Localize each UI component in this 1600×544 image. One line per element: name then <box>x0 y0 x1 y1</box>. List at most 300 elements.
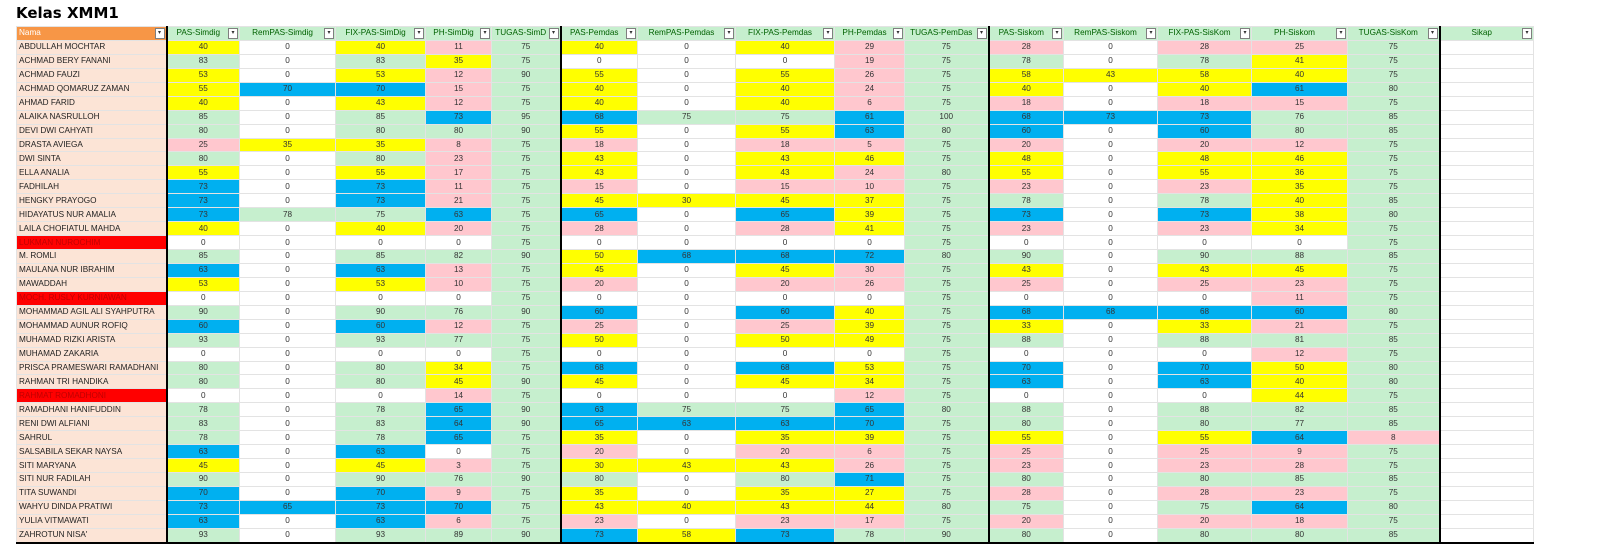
cell-ph-pemdas[interactable]: 70 <box>835 417 905 431</box>
cell-pas-simdig[interactable]: 40 <box>167 222 240 236</box>
cell-rempas-siskom[interactable]: 0 <box>1064 152 1158 166</box>
cell-pas-pemdas[interactable]: 35 <box>561 431 638 445</box>
cell-ph-simdig[interactable]: 0 <box>426 291 492 305</box>
cell-fix-pas-pemdas[interactable]: 40 <box>736 82 835 96</box>
cell-rempas-pemdas[interactable]: 0 <box>638 319 736 333</box>
cell-fix-pas-siskom[interactable]: 75 <box>1158 500 1252 514</box>
cell-ph-siskom[interactable]: 88 <box>1252 250 1348 264</box>
cell-sikap[interactable] <box>1440 473 1534 487</box>
cell-pas-pemdas[interactable]: 30 <box>561 459 638 473</box>
student-name-cell[interactable]: SITI MARYANA <box>17 459 167 473</box>
cell-ph-siskom[interactable]: 40 <box>1252 68 1348 82</box>
cell-ph-siskom[interactable]: 28 <box>1252 459 1348 473</box>
cell-ph-simdig[interactable]: 64 <box>426 417 492 431</box>
cell-tugas-siskom[interactable]: 75 <box>1348 347 1440 361</box>
cell-sikap[interactable] <box>1440 347 1534 361</box>
cell-rempas-simdig[interactable]: 0 <box>240 236 336 250</box>
cell-pas-simdig[interactable]: 55 <box>167 82 240 96</box>
cell-fix-pas-siskom[interactable]: 70 <box>1158 361 1252 375</box>
cell-ph-pemdas[interactable]: 71 <box>835 473 905 487</box>
cell-pas-siskom[interactable]: 0 <box>989 236 1064 250</box>
cell-sikap[interactable] <box>1440 277 1534 291</box>
cell-sikap[interactable] <box>1440 263 1534 277</box>
cell-tugas-simd[interactable]: 75 <box>492 166 561 180</box>
cell-tugas-simd[interactable]: 75 <box>492 347 561 361</box>
cell-pas-siskom[interactable]: 63 <box>989 375 1064 389</box>
cell-pas-simdig[interactable]: 93 <box>167 333 240 347</box>
cell-tugas-simd[interactable]: 90 <box>492 68 561 82</box>
cell-tugas-pemdas[interactable]: 75 <box>905 389 989 403</box>
cell-rempas-simdig[interactable]: 0 <box>240 431 336 445</box>
filter-dropdown-icon[interactable]: ▾ <box>977 28 987 39</box>
student-name-cell[interactable]: MAWADDAH <box>17 277 167 291</box>
cell-fix-pas-pemdas[interactable]: 0 <box>736 389 835 403</box>
cell-tugas-pemdas[interactable]: 75 <box>905 82 989 96</box>
cell-rempas-simdig[interactable]: 0 <box>240 250 336 264</box>
cell-fix-pas-siskom[interactable]: 73 <box>1158 208 1252 222</box>
cell-rempas-pemdas[interactable]: 0 <box>638 236 736 250</box>
cell-fix-pas-siskom[interactable]: 0 <box>1158 236 1252 250</box>
cell-rempas-siskom[interactable]: 0 <box>1064 263 1158 277</box>
cell-ph-siskom[interactable]: 76 <box>1252 110 1348 124</box>
cell-tugas-siskom[interactable]: 75 <box>1348 236 1440 250</box>
cell-rempas-siskom[interactable]: 0 <box>1064 403 1158 417</box>
cell-tugas-pemdas[interactable]: 80 <box>905 124 989 138</box>
student-name-cell[interactable]: RENI DWI ALFIANI <box>17 417 167 431</box>
cell-rempas-siskom[interactable]: 0 <box>1064 40 1158 54</box>
cell-rempas-siskom[interactable]: 0 <box>1064 473 1158 487</box>
cell-tugas-pemdas[interactable]: 75 <box>905 40 989 54</box>
cell-pas-pemdas[interactable]: 0 <box>561 54 638 68</box>
cell-fix-pas-simdig[interactable]: 55 <box>336 166 426 180</box>
cell-ph-siskom[interactable]: 9 <box>1252 445 1348 459</box>
cell-rempas-simdig[interactable]: 0 <box>240 152 336 166</box>
cell-pas-pemdas[interactable]: 65 <box>561 417 638 431</box>
cell-fix-pas-simdig[interactable]: 70 <box>336 82 426 96</box>
cell-sikap[interactable] <box>1440 486 1534 500</box>
cell-ph-simdig[interactable]: 0 <box>426 445 492 459</box>
cell-rempas-pemdas[interactable]: 0 <box>638 208 736 222</box>
col-header-fix-pas-siskom[interactable] <box>1158 27 1252 41</box>
student-name-cell[interactable]: TITA SUWANDI <box>17 486 167 500</box>
cell-tugas-pemdas[interactable]: 75 <box>905 152 989 166</box>
cell-fix-pas-siskom[interactable]: 20 <box>1158 514 1252 528</box>
cell-rempas-siskom[interactable]: 0 <box>1064 138 1158 152</box>
cell-rempas-siskom[interactable]: 0 <box>1064 445 1158 459</box>
cell-rempas-simdig[interactable]: 0 <box>240 459 336 473</box>
cell-fix-pas-simdig[interactable]: 85 <box>336 110 426 124</box>
cell-rempas-simdig[interactable]: 0 <box>240 445 336 459</box>
filter-dropdown-icon[interactable]: ▾ <box>1052 28 1062 39</box>
student-name-cell[interactable]: ABDULLAH MOCHTAR <box>17 40 167 54</box>
cell-ph-siskom[interactable]: 12 <box>1252 138 1348 152</box>
cell-pas-pemdas[interactable]: 60 <box>561 305 638 319</box>
cell-fix-pas-pemdas[interactable]: 80 <box>736 473 835 487</box>
cell-ph-simdig[interactable]: 23 <box>426 152 492 166</box>
cell-sikap[interactable] <box>1440 319 1534 333</box>
cell-pas-siskom[interactable]: 58 <box>989 68 1064 82</box>
cell-pas-pemdas[interactable]: 35 <box>561 486 638 500</box>
cell-ph-siskom[interactable]: 77 <box>1252 417 1348 431</box>
cell-ph-pemdas[interactable]: 44 <box>835 500 905 514</box>
cell-fix-pas-pemdas[interactable]: 50 <box>736 333 835 347</box>
cell-pas-siskom[interactable]: 48 <box>989 152 1064 166</box>
filter-dropdown-icon[interactable]: ▾ <box>480 28 490 39</box>
cell-ph-simdig[interactable]: 34 <box>426 361 492 375</box>
cell-rempas-simdig[interactable]: 0 <box>240 528 336 542</box>
cell-tugas-pemdas[interactable]: 75 <box>905 319 989 333</box>
cell-rempas-simdig[interactable]: 0 <box>240 291 336 305</box>
cell-tugas-siskom[interactable]: 80 <box>1348 361 1440 375</box>
cell-rempas-simdig[interactable]: 0 <box>240 417 336 431</box>
cell-fix-pas-pemdas[interactable]: 45 <box>736 263 835 277</box>
filter-dropdown-icon[interactable]: ▾ <box>1522 28 1532 39</box>
cell-fix-pas-siskom[interactable]: 23 <box>1158 459 1252 473</box>
cell-tugas-siskom[interactable]: 85 <box>1348 250 1440 264</box>
cell-tugas-simd[interactable]: 75 <box>492 459 561 473</box>
student-name-cell[interactable]: RAMADHANI HANIFUDDIN <box>17 403 167 417</box>
cell-fix-pas-pemdas[interactable]: 0 <box>736 291 835 305</box>
cell-pas-pemdas[interactable]: 50 <box>561 250 638 264</box>
filter-dropdown-icon[interactable]: ▾ <box>1240 28 1250 39</box>
cell-sikap[interactable] <box>1440 222 1534 236</box>
cell-rempas-pemdas[interactable]: 0 <box>638 124 736 138</box>
cell-ph-pemdas[interactable]: 53 <box>835 361 905 375</box>
cell-tugas-siskom[interactable]: 75 <box>1348 514 1440 528</box>
cell-rempas-pemdas[interactable]: 0 <box>638 222 736 236</box>
cell-pas-siskom[interactable]: 23 <box>989 180 1064 194</box>
cell-ph-siskom[interactable]: 15 <box>1252 96 1348 110</box>
cell-fix-pas-pemdas[interactable]: 20 <box>736 445 835 459</box>
cell-fix-pas-simdig[interactable]: 0 <box>336 347 426 361</box>
cell-rempas-pemdas[interactable]: 0 <box>638 347 736 361</box>
cell-pas-simdig[interactable]: 80 <box>167 124 240 138</box>
cell-fix-pas-simdig[interactable]: 78 <box>336 403 426 417</box>
student-name-cell[interactable]: MOHAMMAD AGIL ALI SYAHPUTRA <box>17 305 167 319</box>
student-name-cell[interactable]: HENGKY PRAYOGO <box>17 194 167 208</box>
cell-tugas-pemdas[interactable]: 75 <box>905 473 989 487</box>
cell-pas-siskom[interactable]: 68 <box>989 110 1064 124</box>
cell-rempas-pemdas[interactable]: 0 <box>638 514 736 528</box>
cell-fix-pas-pemdas[interactable]: 35 <box>736 431 835 445</box>
cell-tugas-siskom[interactable]: 75 <box>1348 180 1440 194</box>
cell-ph-siskom[interactable]: 81 <box>1252 333 1348 347</box>
cell-fix-pas-siskom[interactable]: 0 <box>1158 389 1252 403</box>
cell-fix-pas-simdig[interactable]: 45 <box>336 459 426 473</box>
cell-fix-pas-simdig[interactable]: 73 <box>336 180 426 194</box>
cell-fix-pas-siskom[interactable]: 25 <box>1158 277 1252 291</box>
cell-tugas-simd[interactable]: 90 <box>492 403 561 417</box>
cell-rempas-siskom[interactable]: 0 <box>1064 250 1158 264</box>
cell-tugas-simd[interactable]: 75 <box>492 40 561 54</box>
cell-tugas-simd[interactable]: 75 <box>492 333 561 347</box>
cell-tugas-siskom[interactable]: 85 <box>1348 124 1440 138</box>
cell-pas-siskom[interactable]: 75 <box>989 500 1064 514</box>
cell-pas-simdig[interactable]: 73 <box>167 194 240 208</box>
cell-fix-pas-pemdas[interactable]: 75 <box>736 110 835 124</box>
cell-tugas-siskom[interactable]: 85 <box>1348 528 1440 542</box>
cell-tugas-siskom[interactable]: 80 <box>1348 305 1440 319</box>
cell-fix-pas-pemdas[interactable]: 40 <box>736 40 835 54</box>
cell-rempas-siskom[interactable]: 73 <box>1064 110 1158 124</box>
cell-ph-siskom[interactable]: 18 <box>1252 514 1348 528</box>
cell-sikap[interactable] <box>1440 528 1534 542</box>
cell-fix-pas-simdig[interactable]: 73 <box>336 194 426 208</box>
cell-ph-pemdas[interactable]: 27 <box>835 486 905 500</box>
cell-ph-simdig[interactable]: 11 <box>426 40 492 54</box>
cell-pas-siskom[interactable]: 33 <box>989 319 1064 333</box>
cell-tugas-pemdas[interactable]: 75 <box>905 333 989 347</box>
cell-fix-pas-simdig[interactable]: 63 <box>336 445 426 459</box>
cell-sikap[interactable] <box>1440 333 1534 347</box>
cell-ph-simdig[interactable]: 73 <box>426 110 492 124</box>
cell-ph-simdig[interactable]: 17 <box>426 166 492 180</box>
cell-rempas-simdig[interactable]: 0 <box>240 96 336 110</box>
cell-ph-siskom[interactable]: 40 <box>1252 194 1348 208</box>
filter-dropdown-icon[interactable]: ▾ <box>1428 28 1438 39</box>
student-name-cell[interactable]: MAULANA NUR IBRAHIM <box>17 263 167 277</box>
cell-tugas-simd[interactable]: 75 <box>492 208 561 222</box>
cell-sikap[interactable] <box>1440 500 1534 514</box>
cell-pas-pemdas[interactable]: 18 <box>561 138 638 152</box>
cell-pas-siskom[interactable]: 78 <box>989 54 1064 68</box>
cell-tugas-simd[interactable]: 90 <box>492 528 561 542</box>
cell-pas-simdig[interactable]: 78 <box>167 403 240 417</box>
student-name-cell[interactable]: AHMAD FARID <box>17 96 167 110</box>
col-header-tugas-siskom[interactable] <box>1348 27 1440 41</box>
cell-fix-pas-simdig[interactable]: 0 <box>336 236 426 250</box>
cell-ph-pemdas[interactable]: 5 <box>835 138 905 152</box>
cell-pas-simdig[interactable]: 78 <box>167 431 240 445</box>
cell-fix-pas-siskom[interactable]: 88 <box>1158 403 1252 417</box>
cell-pas-simdig[interactable]: 63 <box>167 514 240 528</box>
student-name-cell[interactable]: MOHAMMAD AUNUR ROFIQ <box>17 319 167 333</box>
cell-pas-siskom[interactable]: 0 <box>989 291 1064 305</box>
cell-ph-pemdas[interactable]: 30 <box>835 263 905 277</box>
student-name-cell[interactable]: ELLA ANALIA <box>17 166 167 180</box>
student-name-cell[interactable]: MUHAMAD ZAKARIA <box>17 347 167 361</box>
cell-pas-pemdas[interactable]: 40 <box>561 40 638 54</box>
cell-ph-pemdas[interactable]: 34 <box>835 375 905 389</box>
filter-dropdown-icon[interactable]: ▾ <box>414 28 424 39</box>
cell-tugas-pemdas[interactable]: 75 <box>905 222 989 236</box>
cell-tugas-pemdas[interactable]: 75 <box>905 208 989 222</box>
cell-pas-siskom[interactable]: 18 <box>989 96 1064 110</box>
cell-fix-pas-pemdas[interactable]: 43 <box>736 459 835 473</box>
cell-tugas-pemdas[interactable]: 80 <box>905 166 989 180</box>
filter-dropdown-icon[interactable]: ▾ <box>1336 28 1346 39</box>
cell-rempas-simdig[interactable]: 0 <box>240 180 336 194</box>
cell-rempas-pemdas[interactable]: 0 <box>638 361 736 375</box>
cell-ph-simdig[interactable]: 12 <box>426 319 492 333</box>
cell-tugas-simd[interactable]: 75 <box>492 263 561 277</box>
cell-tugas-siskom[interactable]: 75 <box>1348 277 1440 291</box>
cell-pas-pemdas[interactable]: 45 <box>561 375 638 389</box>
col-header-fix-pas-pemdas[interactable] <box>736 27 835 41</box>
cell-ph-siskom[interactable]: 50 <box>1252 361 1348 375</box>
cell-rempas-pemdas[interactable]: 0 <box>638 82 736 96</box>
student-name-cell[interactable]: LAILA CHOFIATUL MAHDA <box>17 222 167 236</box>
cell-ph-simdig[interactable]: 20 <box>426 222 492 236</box>
cell-tugas-pemdas[interactable]: 75 <box>905 236 989 250</box>
cell-ph-simdig[interactable]: 14 <box>426 389 492 403</box>
cell-rempas-simdig[interactable]: 0 <box>240 68 336 82</box>
cell-tugas-siskom[interactable]: 85 <box>1348 110 1440 124</box>
cell-tugas-pemdas[interactable]: 80 <box>905 403 989 417</box>
cell-tugas-siskom[interactable]: 75 <box>1348 152 1440 166</box>
cell-ph-siskom[interactable]: 35 <box>1252 180 1348 194</box>
cell-fix-pas-pemdas[interactable]: 45 <box>736 375 835 389</box>
cell-ph-siskom[interactable]: 23 <box>1252 277 1348 291</box>
cell-tugas-simd[interactable]: 75 <box>492 445 561 459</box>
cell-pas-pemdas[interactable]: 40 <box>561 82 638 96</box>
cell-rempas-pemdas[interactable]: 68 <box>638 250 736 264</box>
cell-pas-simdig[interactable]: 73 <box>167 500 240 514</box>
cell-tugas-siskom[interactable]: 75 <box>1348 222 1440 236</box>
cell-sikap[interactable] <box>1440 250 1534 264</box>
cell-ph-siskom[interactable]: 82 <box>1252 403 1348 417</box>
cell-pas-siskom[interactable]: 28 <box>989 40 1064 54</box>
cell-tugas-simd[interactable]: 75 <box>492 138 561 152</box>
cell-pas-simdig[interactable]: 93 <box>167 528 240 542</box>
cell-pas-pemdas[interactable]: 63 <box>561 403 638 417</box>
cell-sikap[interactable] <box>1440 40 1534 54</box>
cell-sikap[interactable] <box>1440 124 1534 138</box>
cell-rempas-pemdas[interactable]: 0 <box>638 486 736 500</box>
cell-ph-siskom[interactable]: 25 <box>1252 40 1348 54</box>
cell-ph-simdig[interactable]: 15 <box>426 82 492 96</box>
cell-tugas-siskom[interactable]: 75 <box>1348 166 1440 180</box>
cell-pas-siskom[interactable]: 73 <box>989 208 1064 222</box>
cell-tugas-pemdas[interactable]: 75 <box>905 361 989 375</box>
cell-fix-pas-pemdas[interactable]: 55 <box>736 68 835 82</box>
cell-rempas-pemdas[interactable]: 40 <box>638 500 736 514</box>
cell-pas-simdig[interactable]: 63 <box>167 263 240 277</box>
cell-sikap[interactable] <box>1440 459 1534 473</box>
cell-ph-pemdas[interactable]: 40 <box>835 305 905 319</box>
cell-tugas-siskom[interactable]: 75 <box>1348 389 1440 403</box>
cell-rempas-siskom[interactable]: 0 <box>1064 389 1158 403</box>
cell-ph-simdig[interactable]: 89 <box>426 528 492 542</box>
cell-rempas-pemdas[interactable]: 0 <box>638 152 736 166</box>
cell-tugas-siskom[interactable]: 75 <box>1348 40 1440 54</box>
cell-tugas-pemdas[interactable]: 75 <box>905 68 989 82</box>
cell-ph-simdig[interactable]: 21 <box>426 194 492 208</box>
cell-pas-simdig[interactable]: 0 <box>167 347 240 361</box>
cell-rempas-siskom[interactable]: 0 <box>1064 54 1158 68</box>
cell-rempas-siskom[interactable]: 0 <box>1064 431 1158 445</box>
cell-fix-pas-siskom[interactable]: 73 <box>1158 110 1252 124</box>
cell-rempas-simdig[interactable]: 0 <box>240 54 336 68</box>
cell-fix-pas-pemdas[interactable]: 18 <box>736 138 835 152</box>
cell-tugas-siskom[interactable]: 75 <box>1348 68 1440 82</box>
cell-pas-pemdas[interactable]: 0 <box>561 347 638 361</box>
cell-ph-siskom[interactable]: 64 <box>1252 431 1348 445</box>
cell-ph-siskom[interactable]: 12 <box>1252 347 1348 361</box>
cell-tugas-simd[interactable]: 90 <box>492 473 561 487</box>
cell-ph-siskom[interactable]: 36 <box>1252 166 1348 180</box>
cell-rempas-simdig[interactable]: 0 <box>240 263 336 277</box>
cell-rempas-simdig[interactable]: 0 <box>240 40 336 54</box>
cell-ph-pemdas[interactable]: 39 <box>835 431 905 445</box>
cell-tugas-simd[interactable]: 75 <box>492 236 561 250</box>
cell-tugas-pemdas[interactable]: 80 <box>905 500 989 514</box>
cell-tugas-pemdas[interactable]: 75 <box>905 431 989 445</box>
cell-ph-simdig[interactable]: 76 <box>426 305 492 319</box>
col-header-pas-siskom[interactable] <box>989 27 1064 41</box>
student-name-cell[interactable]: ACHMAD QOMARUZ ZAMAN <box>17 82 167 96</box>
cell-tugas-siskom[interactable]: 75 <box>1348 319 1440 333</box>
cell-tugas-pemdas[interactable]: 75 <box>905 291 989 305</box>
cell-tugas-siskom[interactable]: 75 <box>1348 263 1440 277</box>
cell-ph-simdig[interactable]: 9 <box>426 486 492 500</box>
col-header-rempas-simdig[interactable] <box>240 27 336 41</box>
student-name-cell[interactable]: SAHRUL <box>17 431 167 445</box>
cell-tugas-simd[interactable]: 75 <box>492 194 561 208</box>
cell-tugas-pemdas[interactable]: 75 <box>905 305 989 319</box>
cell-rempas-siskom[interactable]: 0 <box>1064 417 1158 431</box>
cell-ph-siskom[interactable]: 0 <box>1252 236 1348 250</box>
cell-ph-simdig[interactable]: 82 <box>426 250 492 264</box>
cell-ph-siskom[interactable]: 44 <box>1252 389 1348 403</box>
student-name-cell[interactable]: YULIA VITMAWATI <box>17 514 167 528</box>
cell-rempas-simdig[interactable]: 0 <box>240 361 336 375</box>
cell-sikap[interactable] <box>1440 417 1534 431</box>
cell-rempas-siskom[interactable]: 0 <box>1064 486 1158 500</box>
cell-ph-pemdas[interactable]: 6 <box>835 96 905 110</box>
cell-pas-pemdas[interactable]: 55 <box>561 68 638 82</box>
cell-sikap[interactable] <box>1440 96 1534 110</box>
student-name-cell[interactable]: WAHYU DINDA PRATIWI <box>17 500 167 514</box>
cell-ph-siskom[interactable]: 21 <box>1252 319 1348 333</box>
cell-rempas-siskom[interactable]: 0 <box>1064 180 1158 194</box>
cell-pas-pemdas[interactable]: 65 <box>561 208 638 222</box>
cell-fix-pas-pemdas[interactable]: 35 <box>736 486 835 500</box>
cell-pas-pemdas[interactable]: 43 <box>561 152 638 166</box>
cell-pas-pemdas[interactable]: 43 <box>561 500 638 514</box>
cell-tugas-siskom[interactable]: 85 <box>1348 417 1440 431</box>
cell-fix-pas-simdig[interactable]: 93 <box>336 333 426 347</box>
cell-fix-pas-simdig[interactable]: 78 <box>336 431 426 445</box>
cell-ph-pemdas[interactable]: 26 <box>835 459 905 473</box>
cell-fix-pas-simdig[interactable]: 83 <box>336 54 426 68</box>
col-header-sikap[interactable] <box>1440 27 1534 41</box>
cell-tugas-simd[interactable]: 75 <box>492 152 561 166</box>
cell-ph-pemdas[interactable]: 17 <box>835 514 905 528</box>
cell-sikap[interactable] <box>1440 180 1534 194</box>
cell-ph-simdig[interactable]: 45 <box>426 375 492 389</box>
cell-fix-pas-simdig[interactable]: 83 <box>336 417 426 431</box>
cell-tugas-siskom[interactable]: 85 <box>1348 333 1440 347</box>
cell-tugas-siskom[interactable]: 75 <box>1348 445 1440 459</box>
cell-pas-siskom[interactable]: 90 <box>989 250 1064 264</box>
cell-ph-pemdas[interactable]: 78 <box>835 528 905 542</box>
cell-rempas-pemdas[interactable]: 0 <box>638 291 736 305</box>
cell-ph-pemdas[interactable]: 65 <box>835 403 905 417</box>
col-header-ph-pemdas[interactable] <box>835 27 905 41</box>
cell-fix-pas-siskom[interactable]: 78 <box>1158 194 1252 208</box>
cell-rempas-simdig[interactable]: 0 <box>240 347 336 361</box>
col-header-nama[interactable] <box>17 27 167 41</box>
cell-tugas-pemdas[interactable]: 80 <box>905 250 989 264</box>
col-header-rempas-pemdas[interactable] <box>638 27 736 41</box>
cell-fix-pas-siskom[interactable]: 28 <box>1158 486 1252 500</box>
cell-ph-siskom[interactable]: 45 <box>1252 263 1348 277</box>
cell-pas-pemdas[interactable]: 80 <box>561 473 638 487</box>
cell-pas-pemdas[interactable]: 28 <box>561 222 638 236</box>
cell-rempas-siskom[interactable]: 0 <box>1064 236 1158 250</box>
cell-pas-siskom[interactable]: 23 <box>989 222 1064 236</box>
